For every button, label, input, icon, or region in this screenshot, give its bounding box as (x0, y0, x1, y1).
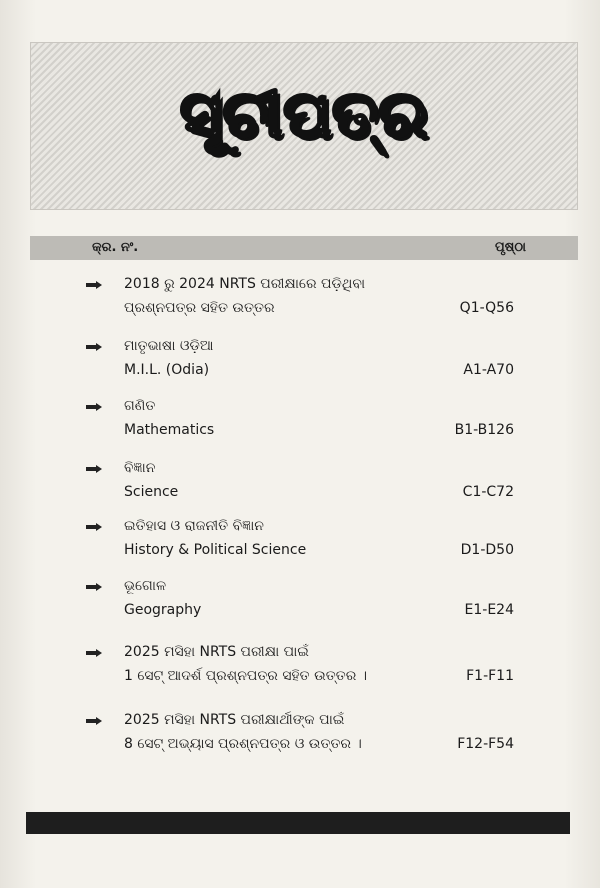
entry-title: ମାତୃଭାଷା ଓଡ଼ିଆ (124, 338, 214, 354)
entry-page: E1-E24 (464, 602, 514, 618)
page-number-header: ପୃଷ୍ଠା (495, 240, 526, 255)
entry-subtitle: Science (124, 484, 179, 500)
entry-page: F12-F54 (457, 736, 514, 752)
entry-subtitle: M.I.L. (Odia) (124, 362, 210, 378)
page-title: ସୂଚୀପତ୍ର (179, 78, 429, 152)
entry-page: Q1-Q56 (459, 300, 514, 316)
entry-subtitle: ପ୍ରଶ୍ନପତ୍ର ସହିତ ଉତ୍ତର (124, 300, 275, 316)
entry-page: D1-D50 (460, 542, 514, 558)
pointing-hand-icon (86, 716, 102, 726)
entry-subtitle: 1 ସେଟ୍ ଆଦର୍ଶ ପ୍ରଶ୍ନପତ୍ର ସହିତ ଉତ୍ତର । (124, 668, 368, 684)
entry-title: 2025 ମସିହା NRTS ପରୀକ୍ଷାର୍ଥୀଙ୍କ ପାଇଁ (124, 712, 345, 728)
title-banner (30, 42, 578, 210)
pointing-hand-icon (86, 402, 102, 412)
entry-subtitle: 8 ସେଟ୍ ଅଭ୍ୟାସ ପ୍ରଶ୍ନପତ୍ର ଓ ଉତ୍ତର । (124, 736, 362, 752)
entry-page: F1-F11 (466, 668, 514, 684)
entry-title: 2025 ମସିହା NRTS ପରୀକ୍ଷା ପାଇଁ (124, 644, 309, 660)
entry-subtitle: History & Political Science (124, 542, 307, 558)
entry-title: ଇତିହାସ ଓ ରାଜନୀତି ବିଜ୍ଞାନ (124, 518, 264, 534)
pointing-hand-icon (86, 648, 102, 658)
footer-bar (26, 812, 570, 834)
entry-title: ଗଣିତ (124, 398, 156, 414)
pointing-hand-icon (86, 582, 102, 592)
entry-page: A1-A70 (463, 362, 514, 378)
pointing-hand-icon (86, 464, 102, 474)
entry-subtitle: Geography (124, 602, 202, 618)
table-header (30, 236, 578, 260)
entry-page: C1-C72 (462, 484, 514, 500)
entry-title: ଭୂଗୋଳ (124, 578, 167, 594)
entry-subtitle: Mathematics (124, 422, 215, 438)
pointing-hand-icon (86, 280, 102, 290)
entry-page: B1-B126 (454, 422, 514, 438)
pointing-hand-icon (86, 522, 102, 532)
entry-title: 2018 ରୁ 2024 NRTS ପରୀକ୍ଷାରେ ପଡ଼ିଥିବା (124, 276, 366, 292)
pointing-hand-icon (86, 342, 102, 352)
serial-number-header: କ୍ର. ନଂ. (92, 240, 139, 255)
entry-title: ବିଜ୍ଞାନ (124, 460, 156, 476)
